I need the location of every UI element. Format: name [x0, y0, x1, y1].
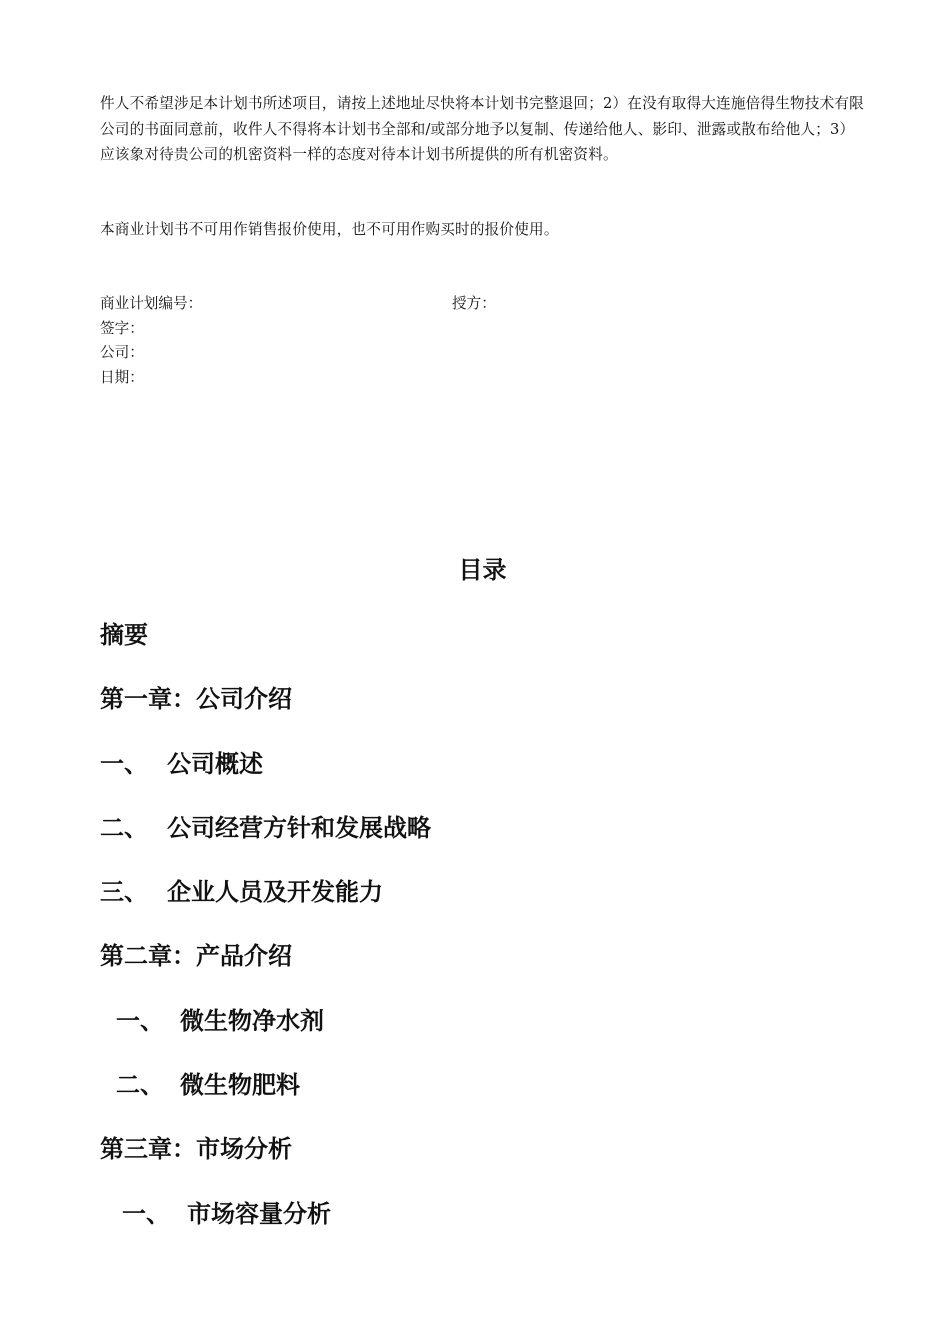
toc-entry-number: 一、	[122, 1199, 170, 1228]
toc-entry-number: 三、	[100, 877, 148, 906]
toc-entry-chapter-3	[100, 1132, 292, 1166]
plan-number-label: 商业计划编号：	[100, 295, 203, 312]
toc-entry-chapter-2	[100, 939, 292, 973]
toc-entry-2-1	[116, 1004, 324, 1038]
toc-entry-number: 一、	[100, 749, 148, 778]
toc-entry-1-1	[100, 747, 263, 781]
toc-entry-text: 第二章：产品介绍	[100, 941, 292, 970]
toc-entry-3-1	[122, 1197, 331, 1231]
company-label: 公司：	[100, 344, 144, 361]
toc-entry-text: 摘要	[100, 620, 148, 649]
toc-entry-text: 微生物净水剂	[180, 1006, 324, 1035]
toc-entry-text: 公司概述	[167, 749, 263, 778]
date-label: 日期：	[100, 369, 144, 386]
toc-entry-text: 微生物肥料	[180, 1070, 300, 1099]
toc-entry-text: 企业人员及开发能力	[167, 877, 383, 906]
toc-entry-text: 市场容量分析	[187, 1199, 331, 1228]
toc-entry-2-2	[116, 1068, 300, 1102]
toc-entry-number: 二、	[116, 1070, 164, 1099]
toc-entry-number: 一、	[116, 1006, 164, 1035]
usage-note: 本商业计划书不可用作销售报价使用，也不可用作购买时的报价使用。	[100, 221, 559, 238]
toc-entry-text: 第三章：市场分析	[100, 1134, 292, 1163]
toc-entry-text: 第一章：公司介绍	[100, 684, 292, 713]
toc-title: 目录	[458, 555, 507, 584]
toc-entry-1-2	[100, 811, 431, 845]
grant-label: 授方：	[452, 295, 496, 312]
toc-entry-summary	[100, 618, 148, 652]
toc-entry-text: 公司经营方针和发展战略	[167, 813, 431, 842]
confidentiality-paragraph: 件人不希望涉足本计划书所述项目，请按上述地址尽快将本计划书完整退回；2）在没有取得大连施倍得生物技术有限公司的书面同意前，收件人不得将本计划书全部和/或部分地予以复制、传递给他人、影印、泄露或散布给他人；3）应该象对待贵公司的机密资料一样的态度对待本计划书所提供的所有机密资料。	[100, 95, 864, 163]
toc-entry-number: 二、	[100, 813, 148, 842]
signature-label: 签字：	[100, 320, 144, 337]
toc-entry-chapter-1	[100, 682, 292, 716]
toc-entry-1-3	[100, 875, 383, 909]
